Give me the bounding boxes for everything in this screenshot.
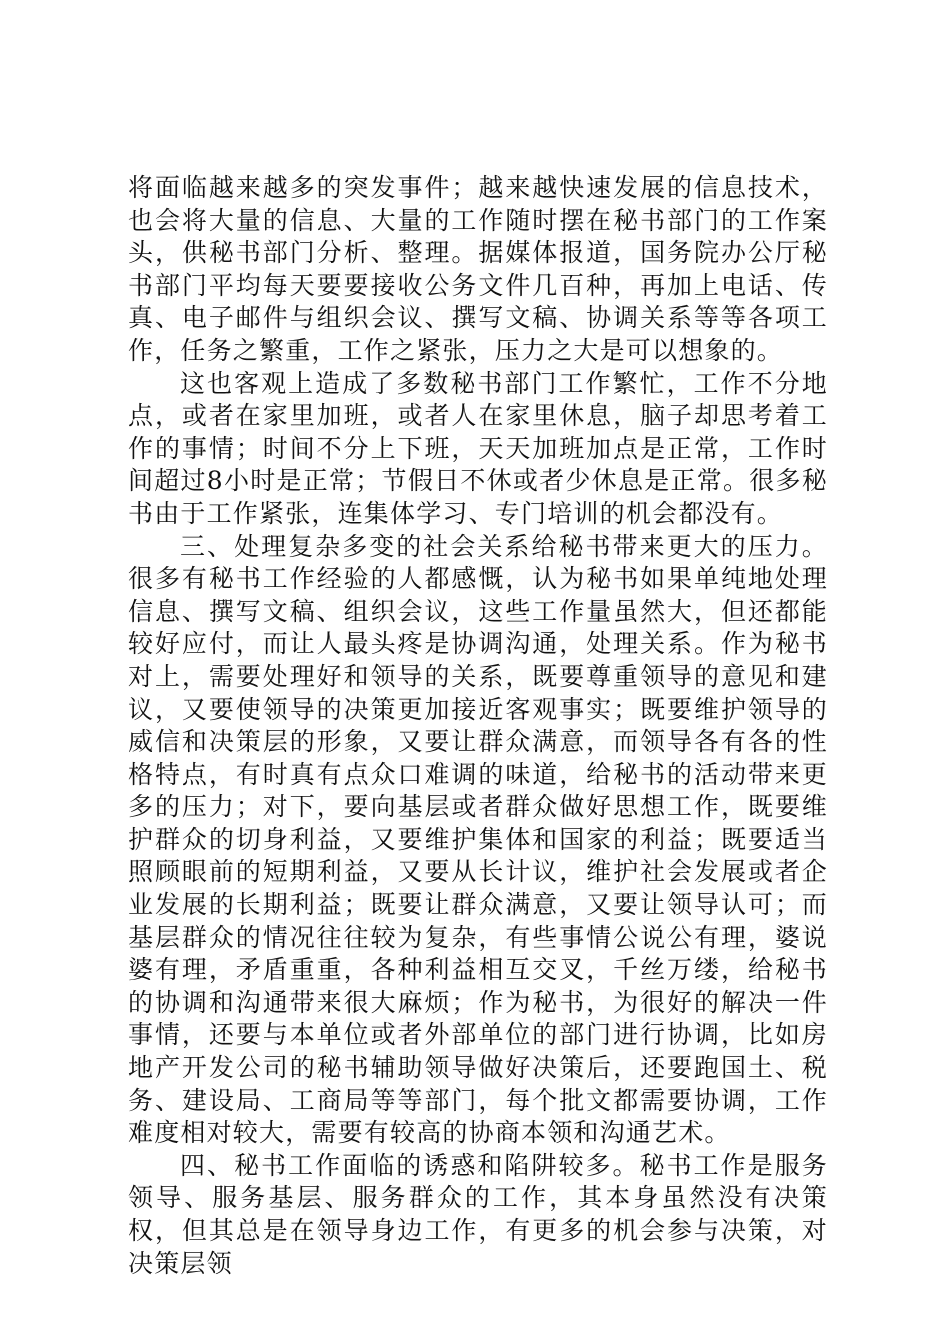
paragraph-workload: 这也客观上造成了多数秘书部门工作繁忙，工作不分地点，或者在家里加班，或者人在家里休息，脑子却思考着工作的事情；时间不分上下班，天天加班加点是正常，工作时间超过8小时是正常；节假日不休或者少休息是正常。很多秘书由于工作紧张，连集体学习、专门培训的机会都没有。 (128, 368, 828, 528)
paragraph-social-relations: 三、处理复杂多变的社会关系给秘书带来更大的压力。很多有秘书工作经验的人都感慨，认为秘书如果单纯地处理信息、撰写文稿、组织会议，这些工作量虽然大，但还都能较好应付，而让人最头疼是协调沟通，处理关系。作为秘书对上，需要处理好和领导的关系，既要尊重领导的意见和建议，又要使领导的决策更加接近客观事实；既要维护领导的威信和决策层的形象，又要让群众满意，而领导各有各的性格特点，有时真有点众口难调的味道，给秘书的活动带来更多的压力；对下，要向基层或者群众做好思想工作，既要维护群众的切身利益，又要维护集体和国家的利益；既要适当照顾眼前的短期利益，又要从长计议，维护社会发展或者企业发展的长期利益；既要让群众满意，又要让领导认可；而基层群众的情况往往较为复杂，有些事情公说公有理，婆说婆有理，矛盾重重，各种利益相互交叉，千丝万缕，给秘书的协调和沟通带来很大麻烦；作为秘书，为很好的解决一件事情，还要与本单位或者外部单位的部门进行协调，比如房地产开发公司的秘书辅助领导做好决策后，还要跑国土、税务、建设局、工商局等等部门，每个批文都需要协调，工作难度相对较大，需要有较高的协商本领和沟通艺术。 (128, 531, 828, 1148)
paragraph-temptations: 四、秘书工作面临的诱惑和陷阱较多。秘书工作是服务领导、服务基层、服务群众的工作，其本身虽然没有决策权，但其总是在领导身边工作，有更多的机会参与决策，对决策层领 (128, 1150, 828, 1278)
document-body (128, 172, 828, 1280)
paragraph-continuation: 将面临越来越多的突发事件；越来越快速发展的信息技术，也会将大量的信息、大量的工作随时摆在秘书部门的工作案头，供秘书部门分析、整理。据媒体报道，国务院办公厅秘书部门平均每天要要接收公务文件几百种，再加上电话、传真、电子邮件与组织会议、撰写文稿、协调关系等等各项工作，任务之繁重，工作之紧张，压力之大是可以想象的。 (128, 173, 828, 365)
